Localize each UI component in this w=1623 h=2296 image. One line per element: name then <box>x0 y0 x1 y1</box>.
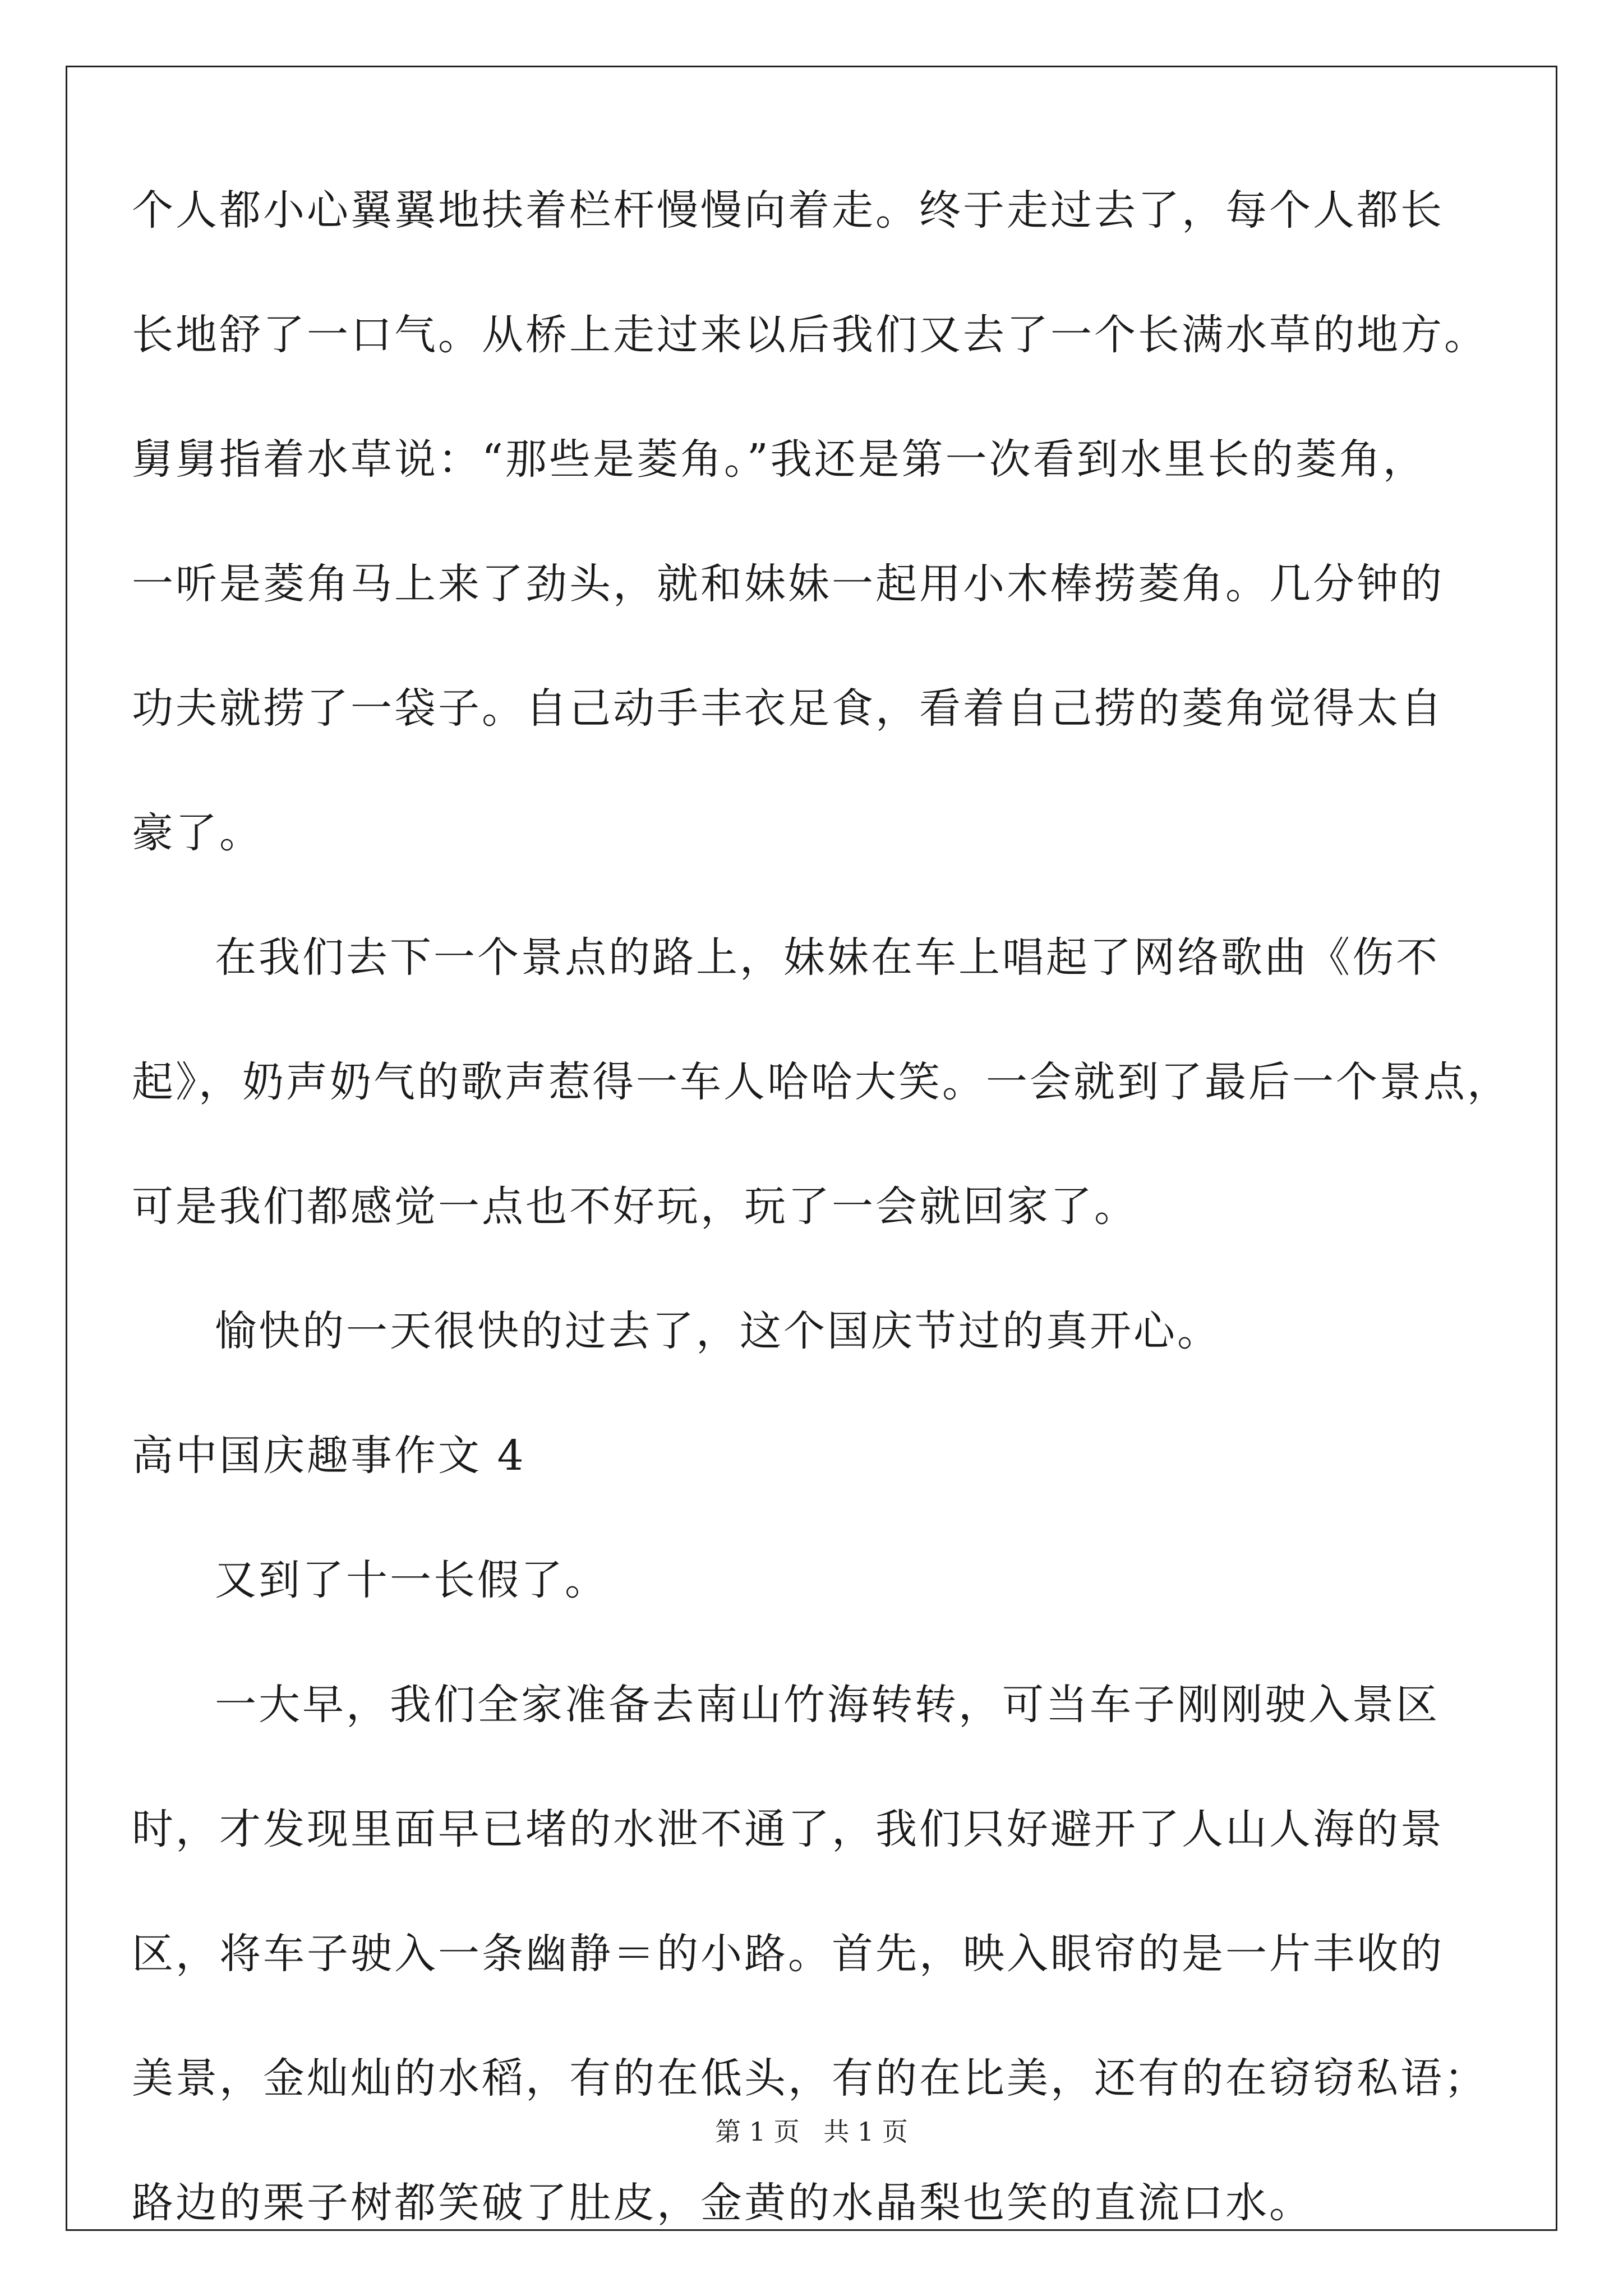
paragraph-start-line: 一大早，我们全家准备去南山竹海转转，可当车子刚刚驶入景区 <box>215 1681 1440 1729</box>
page-border <box>66 66 1557 2231</box>
paragraph-start-line: 在我们去下一个景点的路上，妹妹在车上唱起了网络歌曲《伤不 <box>215 933 1440 982</box>
paragraph-start-line: 愉快的一天很快的过去了，这个国庆节过的真开心。 <box>215 1307 1221 1355</box>
page-footer <box>0 2115 1623 2148</box>
text-line: 路边的栗子树都笑破了肚皮，金黄的水晶梨也笑的直流口水。 <box>132 2179 1313 2227</box>
text-line: 可是我们都感觉一点也不好玩，玩了一会就回家了。 <box>132 1182 1138 1231</box>
text-line: 舅舅指着水草说：“那些是菱角。”我还是第一次看到水里长的菱角， <box>132 435 1427 484</box>
text-line: 功夫就捞了一袋子。自己动手丰衣足食，看着自己捞的菱角觉得太自 <box>132 684 1444 733</box>
text-line: 一听是菱角马上来了劲头，就和妹妹一起用小木棒捞菱角。几分钟的 <box>132 560 1444 608</box>
text-line: 美景，金灿灿的水稻，有的在低头，有的在比美，还有的在窃窃私语； <box>132 2054 1488 2102</box>
section-heading: 高中国庆趣事作文 4 <box>132 1432 526 1480</box>
total-pages: 共 1 页 <box>823 2116 908 2147</box>
page-number: 第 1 页 <box>715 2116 800 2147</box>
text-line: 个人都小心翼翼地扶着栏杆慢慢向着走。终于走过去了，每个人都长 <box>132 186 1444 234</box>
text-line: 长地舒了一口气。从桥上走过来以后我们又去了一个长满水草的地方。 <box>132 311 1488 359</box>
text-line: 起》，奶声奶气的歌声惹得一车人哈哈大笑。一会就到了最后一个景点， <box>132 1058 1511 1106</box>
text-line: 区，将车子驶入一条幽静＝的小路。首先，映入眼帘的是一片丰收的 <box>132 1930 1444 1978</box>
text-line: 豪了。 <box>132 809 263 857</box>
paragraph-start-line: 又到了十一长假了。 <box>215 1556 608 1604</box>
text-line: 时，才发现里面早已堵的水泄不通了，我们只好避开了人山人海的景 <box>132 1805 1444 1853</box>
